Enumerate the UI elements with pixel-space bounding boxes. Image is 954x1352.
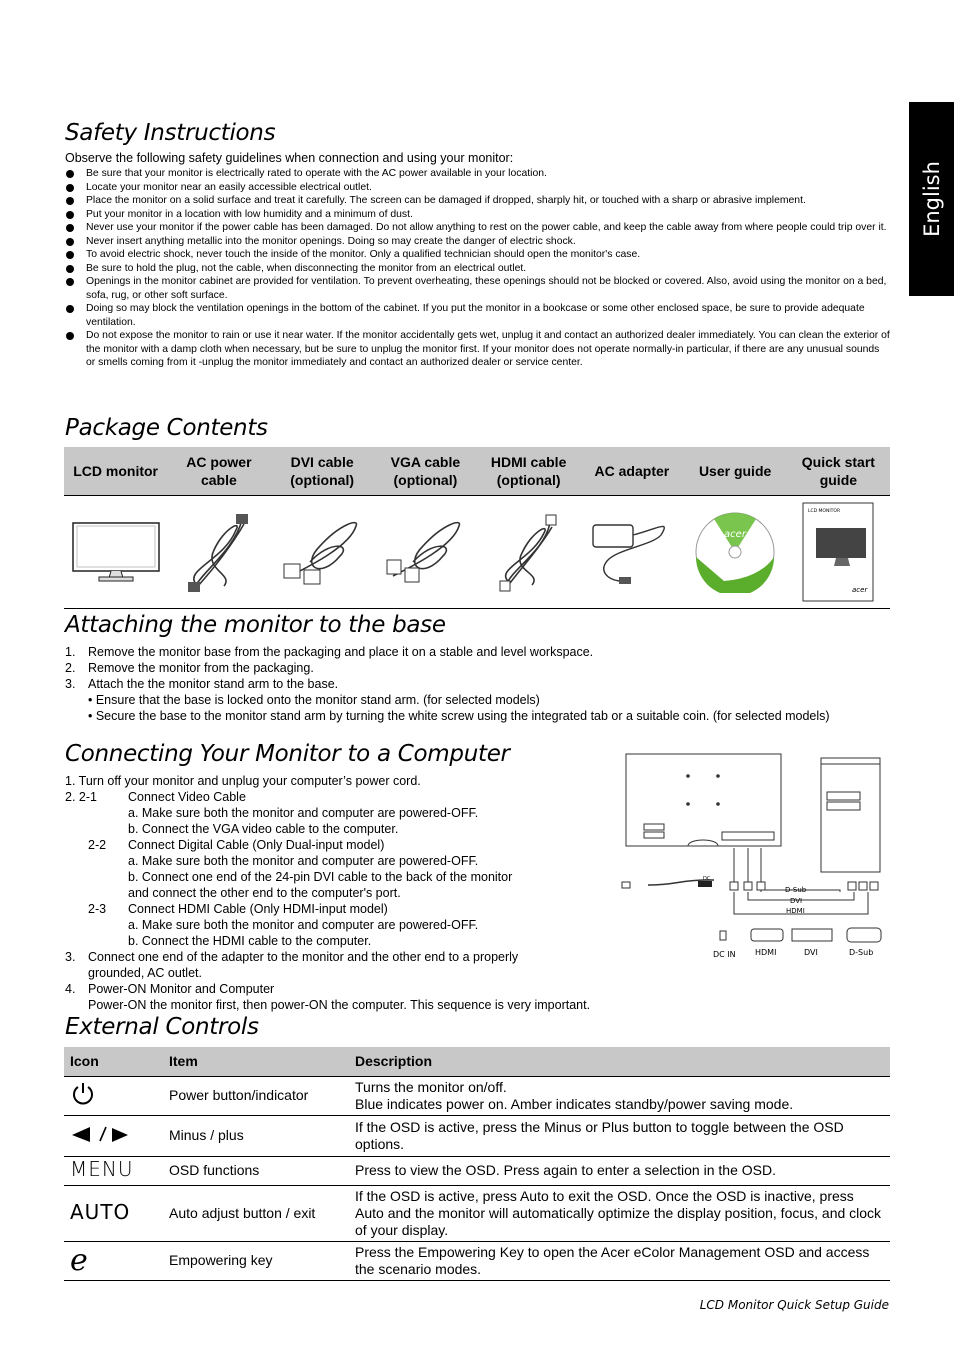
dvi-cable-image xyxy=(271,496,374,608)
package-table xyxy=(64,447,890,609)
control-item: Power button/indicator xyxy=(163,1076,349,1115)
table-header: Description xyxy=(349,1047,890,1076)
list-item: Power-ON the monitor first, then power-ON the computer. This sequence is very important. xyxy=(88,998,591,1012)
table-header: Icon xyxy=(64,1047,163,1076)
port-dcin-label: DC IN xyxy=(713,950,736,959)
dsub-label: D-Sub xyxy=(785,886,807,894)
ac-adapter-image xyxy=(580,496,683,608)
minus-plus-icon xyxy=(64,1115,163,1156)
list-item: a. Make sure both the monitor and computer are powered-OFF. xyxy=(128,918,479,932)
list-item: To avoid electric shock, never touch the inside of the monitor. Only a qualified technician should open the monitor's case. xyxy=(65,248,890,262)
package-header: VGA cable (optional) xyxy=(390,454,461,488)
list-item: Put your monitor in a location with low humidity and a minimum of dust. xyxy=(65,208,890,222)
control-item: Auto adjust button / exit xyxy=(163,1185,349,1241)
hdmi-cable-image xyxy=(477,496,580,608)
port-dvi-label: DVI xyxy=(804,948,818,957)
footer: LCD Monitor Quick Setup Guide xyxy=(699,1298,889,1312)
quick-start-guide-image xyxy=(787,496,890,608)
connect-instructions xyxy=(65,773,675,1013)
hdmi-label: HDMI xyxy=(786,907,805,915)
connection-diagram xyxy=(618,752,890,964)
control-description: Press to view the OSD. Press again to enter a selection in the OSD. xyxy=(349,1156,890,1185)
control-item: Empowering key xyxy=(163,1241,349,1280)
list-item: a. Make sure both the monitor and computer are powered-OFF. xyxy=(128,806,479,820)
package-header: AC power cable xyxy=(186,454,252,488)
controls-title: External Controls xyxy=(65,1014,259,1040)
list-item: b. Connect the VGA video cable to the computer. xyxy=(128,822,399,836)
list-item: Be sure that your monitor is electrically rated to operate with the AC power available in your location. xyxy=(65,167,890,181)
safety-intro: Observe the following safety guidelines when connection and using your monitor: xyxy=(65,151,514,165)
port-dsub-label: D-Sub xyxy=(849,948,874,957)
ac-power-cable-image xyxy=(167,496,270,608)
list-item: a. Make sure both the monitor and computer are powered-OFF. xyxy=(128,854,479,868)
controls-table xyxy=(64,1047,890,1281)
list-item: b. Connect one end of the 24-pin DVI cable to the back of the monitor xyxy=(128,870,513,884)
list-item: Be sure to hold the plug, not the cable, when disconnecting the monitor from an electrical outlet. xyxy=(65,262,890,276)
list-item: b. Connect the HDMI cable to the computer. xyxy=(128,934,372,948)
attach-title: Attaching the monitor to the base xyxy=(65,612,446,638)
language-tab-label: English xyxy=(919,161,944,237)
list-item: 3. Connect one end of the adapter to the monitor and the other end to a properly xyxy=(65,950,519,964)
list-item: 1. Remove the monitor base from the packaging and place it on a stable and level workspace. xyxy=(65,645,594,659)
package-title: Package Contents xyxy=(65,415,268,441)
list-item: Place the monitor on a solid surface and treat it carefully. The screen can be damaged if dropped, sharply hit, or touched with a sharp or abrasive implement. xyxy=(65,194,890,208)
package-header: LCD monitor xyxy=(73,463,158,479)
list-item: 1. Turn off your monitor and unplug your computer’s power cord. xyxy=(65,774,421,788)
list-item: 2-2 Connect Digital Cable (Only Dual-input model) xyxy=(88,838,385,852)
language-tab xyxy=(909,102,954,296)
safety-list xyxy=(65,167,890,370)
list-item: 2. Remove the monitor from the packaging. xyxy=(65,661,314,675)
list-item: Never use your monitor if the power cable has been damaged. Do not allow anything to rest on the power cable, and keep the cable away from where people could trip over it. xyxy=(65,221,890,235)
list-item: • Ensure that the base is locked onto the monitor stand arm. (for selected models) xyxy=(88,693,540,707)
list-item: 2. 2-1 Connect Video Cable xyxy=(65,790,246,804)
vga-cable-image xyxy=(374,496,477,608)
package-header: AC adapter xyxy=(594,463,670,479)
user-guide-cd-image xyxy=(684,496,787,608)
list-item: Never insert anything metallic into the monitor openings. Doing so may create the danger of electric shock. xyxy=(65,235,890,249)
package-header: DVI cable (optional) xyxy=(290,454,354,488)
guide-title: LCD MONITOR xyxy=(808,509,841,514)
menu-icon: MENU xyxy=(64,1156,163,1185)
list-item: grounded, AC outlet. xyxy=(88,966,202,980)
table-header: Item xyxy=(163,1047,349,1076)
table-row xyxy=(64,1241,890,1280)
package-header: HDMI cable (optional) xyxy=(490,454,567,488)
table-row xyxy=(64,1156,890,1185)
list-item: Doing so may block the ventilation openings in the bottom of the cabinet. If you put the monitor in a bookcase or some other enclosed space, be sure to provide adequate ventilation. xyxy=(65,302,890,329)
lcd-monitor-image xyxy=(64,496,167,608)
list-item: and connect the other end to the computer's port. xyxy=(128,886,401,900)
control-description: Press the Empowering Key to open the Acer eColor Management OSD and access the scenario modes. xyxy=(349,1241,890,1280)
control-description: If the OSD is active, press the Minus or Plus button to toggle between the OSD options. xyxy=(349,1115,890,1156)
table-row xyxy=(64,1115,890,1156)
table-row xyxy=(64,1185,890,1241)
list-item: 3. Attach the the monitor stand arm to the base. xyxy=(65,677,339,691)
dvi-label: DVI xyxy=(790,897,803,905)
list-item: Openings in the monitor cabinet are provided for ventilation. To prevent overheating, these openings should not be blocked or covered. Also, avoid using the monitor on a bed, sofa, rug, or other soft surface. xyxy=(65,275,890,302)
attach-steps xyxy=(65,644,865,724)
control-item: Minus / plus xyxy=(163,1115,349,1156)
control-description: Turns the monitor on/off. Blue indicates power on. Amber indicates standby/power saving mode. xyxy=(349,1076,890,1115)
dc-label: DC xyxy=(703,876,711,882)
guide-brand: acer xyxy=(852,586,868,594)
list-item: • Secure the base to the monitor stand arm by turning the white screw using the integrated tab or a suitable coin. (for selected models) xyxy=(88,709,830,723)
auto-icon: AUTO xyxy=(64,1185,163,1241)
list-item: 2-3 Connect HDMI Cable (Only HDMI-input model) xyxy=(88,902,388,916)
empowering-icon: e xyxy=(64,1241,163,1280)
connect-title: Connecting Your Monitor to a Computer xyxy=(65,741,510,767)
list-item: 4. Power-ON Monitor and Computer xyxy=(65,982,275,996)
control-item: OSD functions xyxy=(163,1156,349,1185)
package-header: Quick start guide xyxy=(801,454,875,488)
safety-title: Safety Instructions xyxy=(65,120,276,146)
table-row xyxy=(64,1076,890,1115)
list-item: Locate your monitor near an easily accessible electrical outlet. xyxy=(65,181,890,195)
package-header: User guide xyxy=(698,463,772,479)
power-icon xyxy=(64,1076,163,1115)
control-description: If the OSD is active, press Auto to exit the OSD. Once the OSD is inactive, press Auto and the monitor will automatically optimize the display position, focus, and clock of your display. xyxy=(349,1185,890,1241)
list-item: Do not expose the monitor to rain or use it near water. If the monitor accidentally gets wet, unplug it and contact an authorized dealer immediately. You can clean the exterior of the monitor with a damp cloth when necessary, but be sure to unplug the monitor first. If your monitor does not operate normally-in particular, if there are any unusual sounds or smells coming from it -unplug the monitor immediately and contact an authorized dealer or service center. xyxy=(65,329,890,370)
port-hdmi-label: HDMI xyxy=(755,948,777,957)
cd-brand: acer xyxy=(724,529,747,540)
